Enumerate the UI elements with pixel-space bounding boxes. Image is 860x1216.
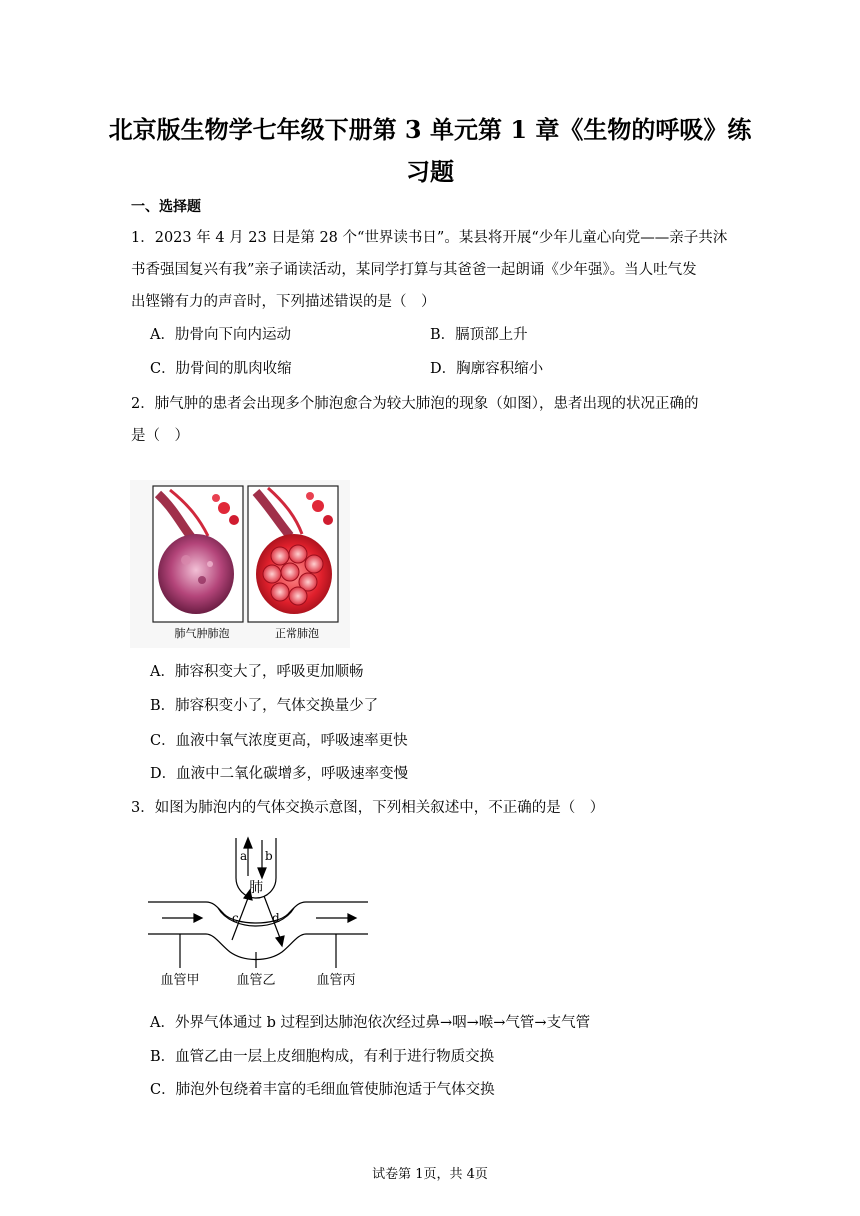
emphysema-label: 肺气肿肺泡 (174, 627, 230, 640)
vessel-3-label: 血管丙 (316, 973, 356, 988)
question-1-option-d: D．胸廓容积缩小 (430, 361, 544, 377)
vessel-2-label: 血管乙 (236, 973, 276, 988)
gas-exchange-diagram (140, 834, 380, 994)
question-2-option-a: A．肺容积变大了，呼吸更加顺畅 (150, 664, 364, 680)
alveoli-illustration (130, 480, 350, 648)
question-1-line3: 出铿锵有力的声音时，下列描述错误的是（ ） (131, 294, 436, 310)
question-2-option-d: D．血液中二氧化碳增多，呼吸速率变慢 (150, 766, 409, 782)
page-title-line2: 习题 (406, 157, 454, 186)
question-3-option-c: C．肺泡外包绕着丰富的毛细血管使肺泡适于气体交换 (150, 1082, 495, 1098)
question-1-option-c: C．肋骨间的肌肉收缩 (150, 361, 292, 377)
section-heading: 一、选择题 (131, 199, 201, 215)
question-3-option-b: B．血管乙由一层上皮细胞构成，有利于进行物质交换 (150, 1049, 495, 1065)
question-2-option-b: B．肺容积变小了，气体交换量少了 (150, 698, 379, 714)
question-1-option-b: B．膈顶部上升 (430, 327, 528, 343)
page-footer: 试卷第 1页，共 4页 (372, 1167, 488, 1182)
question-1-line1: 1．2023 年 4 月 23 日是第 28 个“世界读书日”。某县将开展“少年儿童心向党——亲子共沐 (131, 230, 728, 246)
alveolus-label: 肺 (249, 880, 263, 896)
question-2-line1: 2．肺气肿的患者会出现多个肺泡愈合为较大肺泡的现象（如图），患者出现的状况正确的 (131, 396, 699, 412)
alveoli-figure (130, 480, 350, 648)
page-title-line1: 北京版生物学七年级下册第 3 单元第 1 章《生物的呼吸》练 (108, 115, 752, 144)
question-1-line2: 书香强国复兴有我”亲子诵读活动，某同学打算与其爸爸一起朗诵《少年强》。当人吐气发 (131, 262, 697, 278)
vessel-1-label: 血管甲 (160, 973, 200, 988)
arrow-b-label: b (265, 849, 273, 863)
normal-alveoli-label: 正常肺泡 (275, 627, 319, 640)
arrow-a-label: a (240, 849, 248, 863)
question-3-option-a: A．外界气体通过 b 过程到达肺泡依次经过鼻→咽→喉→气管→支气管 (150, 1015, 591, 1031)
gas-exchange-figure (140, 834, 380, 994)
question-2-option-c: C．血液中氧气浓度更高，呼吸速率更快 (150, 733, 408, 749)
arrow-d-label: d (272, 911, 280, 925)
question-2-line2: 是（ ） (131, 428, 189, 444)
question-1-option-a: A．肋骨向下向内运动 (150, 327, 291, 343)
arrow-c-label: c (232, 911, 239, 925)
question-3-line1: 3．如图为肺泡内的气体交换示意图，下列相关叙述中，不正确的是（ ） (131, 800, 605, 816)
